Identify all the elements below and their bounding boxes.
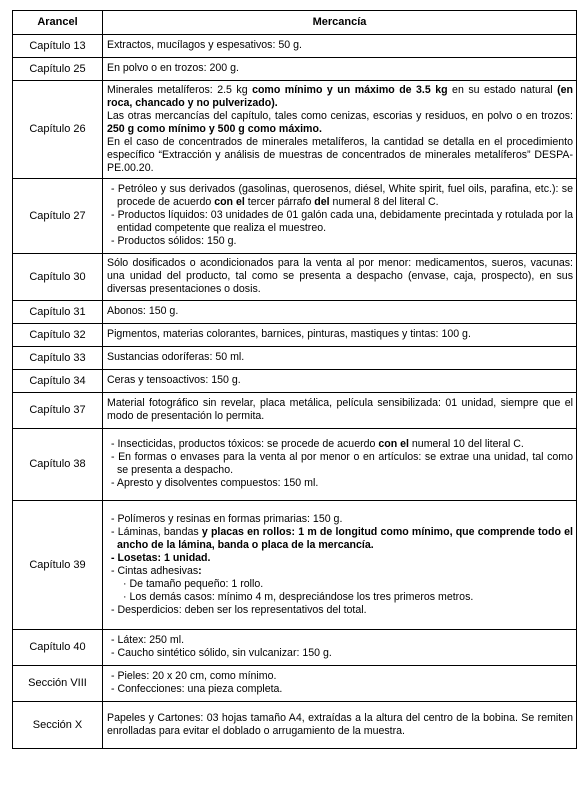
table-row	[13, 179, 577, 254]
header-mercancia: Mercancía	[103, 11, 577, 35]
text-segment: Minerales metalíferos: 2.5 kg	[107, 83, 253, 96]
bold-text-segment: 250 g como mínimo y 500 g como máximo.	[107, 122, 322, 135]
table-row	[13, 702, 577, 749]
mercancia-cell	[103, 35, 577, 58]
mercancia-line	[107, 438, 573, 451]
text-segment: - Confecciones: una pieza completa.	[111, 683, 283, 695]
mercancia-line	[107, 328, 573, 341]
text-segment: · Los demás casos: mínimo 4 m, despreciándose los tres primeros metros.	[123, 590, 474, 603]
text-segment: Pigmentos, materias colorantes, barnices, pinturas, mastiques y tintas: 100 g.	[107, 328, 471, 340]
text-segment: · De tamaño pequeño: 1 rollo.	[123, 577, 264, 590]
arancel-cell: Capítulo 33	[13, 347, 103, 370]
bold-text-segment: con el	[214, 196, 245, 208]
table-row	[13, 429, 577, 501]
mercancia-line	[107, 634, 573, 647]
mercancia-cell	[103, 393, 577, 429]
table-row	[13, 301, 577, 324]
mercancia-line	[107, 84, 573, 110]
text-segment: Papeles y Cartones: 03 hojas tamaño A4, extraídas a la altura del centro de la bobina. Se remiten enrolladas para evitar el doblado o arrugamiento de la muestra.	[107, 711, 573, 737]
mercancia-line	[107, 62, 573, 75]
mercancia-line	[107, 374, 573, 387]
text-segment: numeral 10 del literal C.	[408, 438, 524, 450]
bold-text-segment: con el	[378, 438, 409, 450]
bold-text-segment: (en roca, chancado y no pulverizado).	[107, 83, 573, 109]
mercancia-line	[107, 647, 573, 660]
mercancia-cell	[103, 666, 577, 702]
mercancia-line	[107, 257, 573, 296]
mercancia-cell	[103, 58, 577, 81]
mercancia-line	[107, 513, 573, 526]
table-row	[13, 370, 577, 393]
mercancia-line	[107, 604, 573, 617]
text-segment: - Desperdicios: deben ser los representativos del total.	[111, 603, 367, 616]
text-segment: numeral 8 del literal C.	[329, 196, 439, 208]
mercancia-cell	[103, 702, 577, 749]
text-segment: - Láminas, bandas	[111, 525, 202, 538]
mercancia-line	[107, 110, 573, 136]
arancel-cell: Capítulo 30	[13, 254, 103, 301]
arancel-cell: Capítulo 32	[13, 324, 103, 347]
bold-text-segment: como mínimo y un máximo de 3.5 kg	[252, 83, 448, 96]
arancel-cell: Sección VIII	[13, 666, 103, 702]
text-segment: - Insecticidas, productos tóxicos: se procede de acuerdo	[111, 438, 379, 450]
mercancia-line	[107, 565, 573, 578]
table-header-row	[13, 11, 577, 35]
mercancia-line	[107, 305, 573, 318]
text-segment: - Apresto y disolventes compuestos: 150 ml.	[111, 477, 319, 489]
mercancia-line	[107, 670, 573, 683]
arancel-cell: Capítulo 34	[13, 370, 103, 393]
bold-text-segment: :	[198, 564, 202, 577]
mercancia-line	[107, 552, 573, 565]
text-segment: Abonos: 150 g.	[107, 305, 179, 317]
muestras-table	[12, 10, 577, 749]
table-row	[13, 630, 577, 666]
mercancia-line	[107, 183, 573, 209]
table-body	[13, 35, 577, 749]
text-segment: Extractos, mucílagos y espesativos: 50 g.	[107, 39, 302, 51]
text-segment: tercer párrafo	[244, 196, 315, 208]
arancel-cell: Capítulo 13	[13, 35, 103, 58]
table-row	[13, 501, 577, 630]
mercancia-cell	[103, 179, 577, 254]
mercancia-line	[107, 451, 573, 477]
text-segment: - Petróleo y sus derivados (gasolinas, querosenos, diésel, White spirit, fuel oils, parafina, etc.): se procede de acuerdo	[111, 183, 573, 208]
mercancia-line	[107, 235, 573, 248]
mercancia-line	[107, 712, 573, 738]
mercancia-line	[107, 578, 573, 591]
bold-text-segment: del	[314, 196, 330, 208]
table-row	[13, 324, 577, 347]
bold-text-segment: - Losetas: 1 unidad.	[111, 551, 211, 564]
text-segment: - Pieles: 20 x 20 cm, como mínimo.	[111, 670, 277, 682]
table-row	[13, 254, 577, 301]
text-segment: En el caso de concentrados de minerales metalíferos, la cantidad se detalla en el procedimiento específico “Extracción y análisis de muestras de concentrados de minerales metalíferos” DESPA-PE.00.20.	[107, 135, 573, 174]
arancel-cell: Capítulo 37	[13, 393, 103, 429]
table-row	[13, 81, 577, 179]
text-segment: - Productos líquidos: 03 unidades de 01 galón cada una, debidamente precintada y rotulada por la entidad competente que realiza el muestreo.	[111, 209, 573, 234]
mercancia-line	[107, 209, 573, 235]
mercancia-cell	[103, 254, 577, 301]
bold-text-segment: y placas en rollos: 1 m de longitud como mínimo, que comprende todo el ancho de la lámina, banda o placa de la mercancía.	[117, 525, 573, 551]
mercancia-line	[107, 591, 573, 604]
arancel-cell: Capítulo 26	[13, 81, 103, 179]
text-segment: - En formas o envases para la venta al por menor o en artículos: se extrae una unidad, tal como se presenta a despacho.	[111, 451, 573, 476]
mercancia-cell	[103, 429, 577, 501]
text-segment: Sustancias odoríferas: 50 ml.	[107, 351, 245, 363]
mercancia-cell	[103, 324, 577, 347]
header-arancel: Arancel	[13, 11, 103, 35]
table-row	[13, 347, 577, 370]
mercancia-line	[107, 526, 573, 552]
mercancia-cell	[103, 370, 577, 393]
text-segment: - Polímeros y resinas en formas primarias: 150 g.	[111, 512, 343, 525]
text-segment: Ceras y tensoactivos: 150 g.	[107, 374, 241, 386]
mercancia-cell	[103, 501, 577, 630]
table-row	[13, 393, 577, 429]
text-segment: - Látex: 250 ml.	[111, 634, 185, 646]
arancel-cell: Capítulo 27	[13, 179, 103, 254]
text-segment: - Productos sólidos: 150 g.	[111, 235, 237, 247]
text-segment: Sólo dosificados o acondicionados para la venta al por menor: medicamentos, sueros, vacunas: una unidad del producto, tal como se presenta a despacho (envase, caja, prospecto), en sus diversas presentaciones o dosis.	[107, 257, 573, 295]
text-segment: Material fotográfico sin revelar, placa metálica, película sensibilizada: 01 unidad, siempre que el modo de presentación lo permita.	[107, 397, 573, 422]
document-page	[12, 10, 576, 749]
table-row	[13, 58, 577, 81]
text-segment: en su estado natural	[447, 83, 558, 96]
text-segment: Las otras mercancías del capítulo, tales como cenizas, escorias y residuos, en polvo o en trozos:	[107, 109, 573, 122]
mercancia-line	[107, 351, 573, 364]
mercancia-cell	[103, 81, 577, 179]
mercancia-cell	[103, 301, 577, 324]
mercancia-cell	[103, 630, 577, 666]
text-segment: En polvo o en trozos: 200 g.	[107, 62, 239, 74]
table-row	[13, 35, 577, 58]
mercancia-line	[107, 477, 573, 490]
arancel-cell: Capítulo 39	[13, 501, 103, 630]
mercancia-line	[107, 136, 573, 175]
text-segment: - Cintas adhesivas	[111, 564, 199, 577]
arancel-cell: Capítulo 40	[13, 630, 103, 666]
arancel-cell: Sección X	[13, 702, 103, 749]
mercancia-line	[107, 683, 573, 696]
arancel-cell: Capítulo 25	[13, 58, 103, 81]
text-segment: - Caucho sintético sólido, sin vulcanizar: 150 g.	[111, 647, 332, 659]
mercancia-line	[107, 397, 573, 423]
arancel-cell: Capítulo 31	[13, 301, 103, 324]
mercancia-line	[107, 39, 573, 52]
table-row	[13, 666, 577, 702]
arancel-cell: Capítulo 38	[13, 429, 103, 501]
mercancia-cell	[103, 347, 577, 370]
